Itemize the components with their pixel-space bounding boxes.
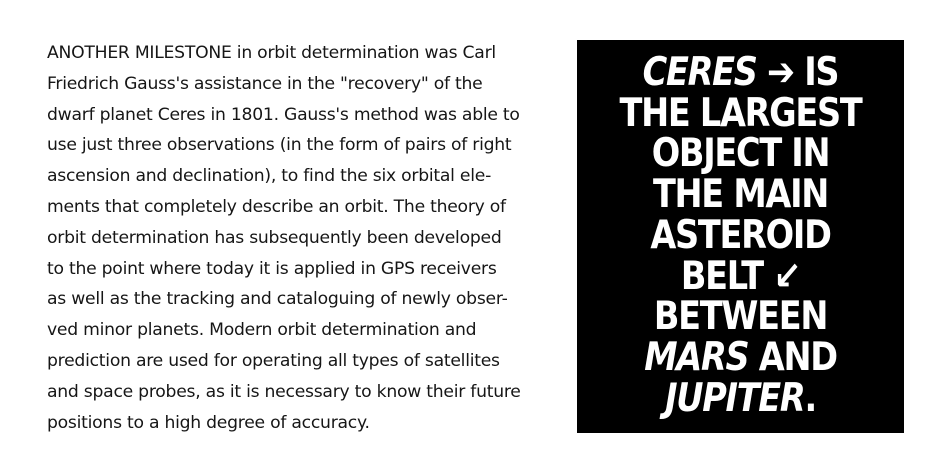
- poster-period: .: [804, 375, 816, 421]
- article-line: [47, 223, 547, 254]
- poster-line: [600, 172, 881, 218]
- poster-space: [757, 50, 767, 95]
- article-text: (in the form of pairs of right: [274, 135, 512, 156]
- poster-line: [600, 131, 881, 177]
- poster-word: AND: [748, 334, 837, 380]
- article-line: [47, 161, 547, 192]
- poster-line: [600, 253, 881, 299]
- article-line: [47, 315, 547, 346]
- article-text: to the point where today it is applied in GPS receivers: [47, 258, 497, 279]
- article-text: dwarf planet Ceres in 1801.: [47, 104, 285, 125]
- article-text: ments that completely describe an orbit. The theory of: [47, 196, 506, 217]
- article-line: [47, 69, 547, 100]
- poster-word: BELT: [680, 253, 774, 299]
- poster-word: ASTEROID: [650, 212, 831, 258]
- poster-line: [600, 212, 881, 258]
- poster-word: IS: [793, 50, 839, 95]
- article-line: [47, 408, 547, 439]
- typographic-poster: [577, 40, 904, 433]
- article-text: Friedrich Gauss's assistance in the "recovery" of the: [47, 73, 483, 94]
- article-text: and: [439, 320, 477, 341]
- poster-word-mars: MARS: [644, 334, 749, 380]
- bold-text: Gauss's method was able to: [284, 104, 520, 125]
- article-line: [47, 38, 547, 69]
- article-line: [47, 254, 547, 285]
- article-text: orbit determination has subsequently been developed: [47, 227, 502, 248]
- article-line: [47, 377, 547, 408]
- article-line: [47, 284, 547, 315]
- bold-text: use just three observations: [47, 135, 275, 156]
- down-left-arrow-icon: ↙: [773, 253, 801, 299]
- article-text: prediction are used for operating all types of satellites: [47, 350, 500, 371]
- article-body: [47, 38, 547, 438]
- article-line: [47, 130, 547, 161]
- article-text: positions to a high degree of accuracy.: [47, 412, 370, 433]
- article-line: [47, 100, 547, 131]
- article-text: and space probes, as it is necessary to know their future: [47, 381, 521, 402]
- article-text: ascension and declination), to find the six orbital ele-: [47, 166, 492, 187]
- poster-line: [600, 50, 881, 95]
- poster-word: BETWEEN: [653, 294, 828, 340]
- poster-line: [600, 294, 881, 340]
- right-arrow-icon: ➔: [767, 50, 794, 95]
- poster-line: [600, 334, 881, 380]
- poster-word: THE MAIN: [652, 172, 829, 218]
- poster-word-jupiter: JUPITER: [665, 375, 805, 421]
- article-line: [47, 192, 547, 223]
- article-text: as well as the tracking and cataloguing of newly obser-: [47, 289, 508, 310]
- article-text: in orbit determination was Carl: [231, 43, 496, 63]
- poster-word: OBJECT IN: [651, 131, 830, 177]
- poster-line: [600, 90, 881, 136]
- italic-text: Modern orbit determination: [209, 320, 440, 341]
- lead-in-text: ANOTHER MILESTONE: [47, 43, 232, 63]
- article-text: ved minor planets.: [47, 320, 210, 341]
- poster-line: [600, 375, 881, 421]
- poster-word-ceres: CERES: [642, 50, 757, 95]
- poster-word: THE LARGEST: [619, 90, 862, 136]
- article-line: [47, 346, 547, 377]
